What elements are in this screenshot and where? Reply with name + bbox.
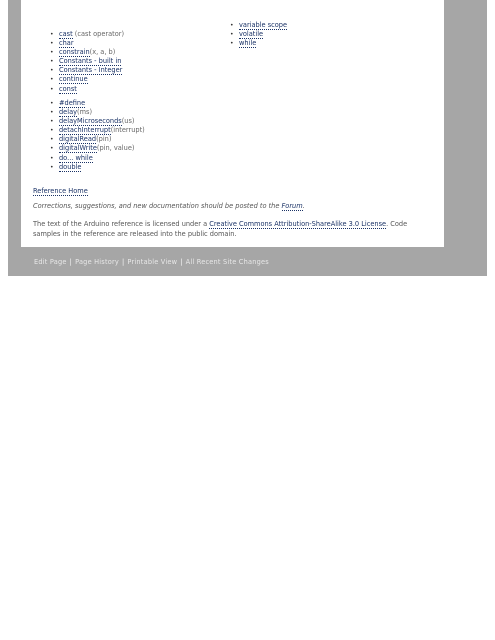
notice-text: Corrections, suggestions, and new documentation should be posted to the: [33, 202, 282, 210]
creative-commons-link[interactable]: Creative Commons Attribution-ShareAlike 3.0 License: [209, 220, 387, 228]
keyword-link[interactable]: double: [59, 162, 82, 171]
list-item: [50, 39, 124, 48]
keyword-signature: (cast operator): [72, 30, 125, 38]
license-text: The text of the Arduino reference is licensed under a: [33, 220, 210, 228]
keyword-link[interactable]: delayMicroseconds: [59, 117, 122, 126]
keyword-link[interactable]: continue: [59, 75, 88, 84]
list-item: [50, 85, 124, 94]
list-item: [50, 30, 124, 39]
keyword-list-c: [50, 30, 124, 94]
footer-separator: |: [180, 258, 183, 266]
keyword-link[interactable]: cast: [59, 30, 73, 38]
keyword-signature: (us): [121, 117, 135, 126]
keyword-signature: (pin, value): [96, 144, 135, 153]
list-item: [50, 57, 124, 66]
page-history-link[interactable]: Page History: [75, 258, 119, 266]
keyword-link[interactable]: digitalWrite: [59, 144, 97, 153]
keyword-link[interactable]: #define: [59, 99, 86, 107]
keyword-link[interactable]: Constants - Integer: [59, 66, 123, 75]
list-item: [50, 48, 124, 57]
license-notice: [33, 219, 433, 239]
corrections-notice: [33, 202, 305, 210]
recent-changes-link[interactable]: All Recent Site Changes: [185, 258, 269, 266]
list-item: [50, 154, 145, 163]
keyword-list-v-w: [230, 21, 287, 48]
list-item: [50, 126, 145, 135]
list-item: [230, 39, 287, 48]
forum-link[interactable]: Forum: [281, 202, 303, 210]
footer-separator: |: [121, 258, 125, 266]
keyword-link[interactable]: char: [59, 39, 74, 48]
list-item: [50, 99, 145, 108]
keyword-link[interactable]: while: [239, 39, 257, 48]
keyword-link[interactable]: Constants - built in: [59, 57, 122, 66]
list-item: [50, 117, 145, 126]
notice-end: .: [302, 202, 305, 210]
list-item: [50, 163, 145, 172]
list-item: [50, 135, 145, 144]
list-item: [50, 108, 145, 117]
edit-page-link[interactable]: Edit Page: [34, 258, 67, 266]
keyword-link[interactable]: constrain: [59, 48, 90, 57]
printable-view-link[interactable]: Printable View: [127, 258, 178, 266]
footer-separator: |: [69, 258, 73, 266]
keyword-signature: (ms): [77, 108, 93, 117]
keyword-signature: (x, a, b): [89, 48, 116, 57]
keyword-list-d: [50, 99, 145, 172]
keyword-signature: (pin): [96, 135, 112, 144]
keyword-link[interactable]: digitalRead: [59, 135, 97, 144]
list-item: [230, 30, 287, 39]
content-panel: [21, 0, 444, 247]
reference-home-link[interactable]: Reference Home: [33, 187, 88, 195]
license-text-end: . Code samples in the reference are released into the public domain.: [33, 220, 408, 238]
keyword-link[interactable]: do... while: [59, 153, 93, 162]
keyword-link[interactable]: variable scope: [239, 21, 288, 29]
list-item: [50, 75, 124, 84]
list-item: [50, 144, 145, 153]
keyword-link[interactable]: delay: [59, 108, 78, 117]
keyword-link[interactable]: const: [59, 84, 77, 93]
list-item: [50, 66, 124, 75]
list-item: [230, 21, 287, 30]
keyword-link[interactable]: volatile: [239, 30, 264, 39]
page-actions-footer: [34, 258, 269, 266]
keyword-link[interactable]: detachInterrupt: [59, 126, 111, 135]
keyword-signature: (interrupt): [110, 126, 145, 135]
